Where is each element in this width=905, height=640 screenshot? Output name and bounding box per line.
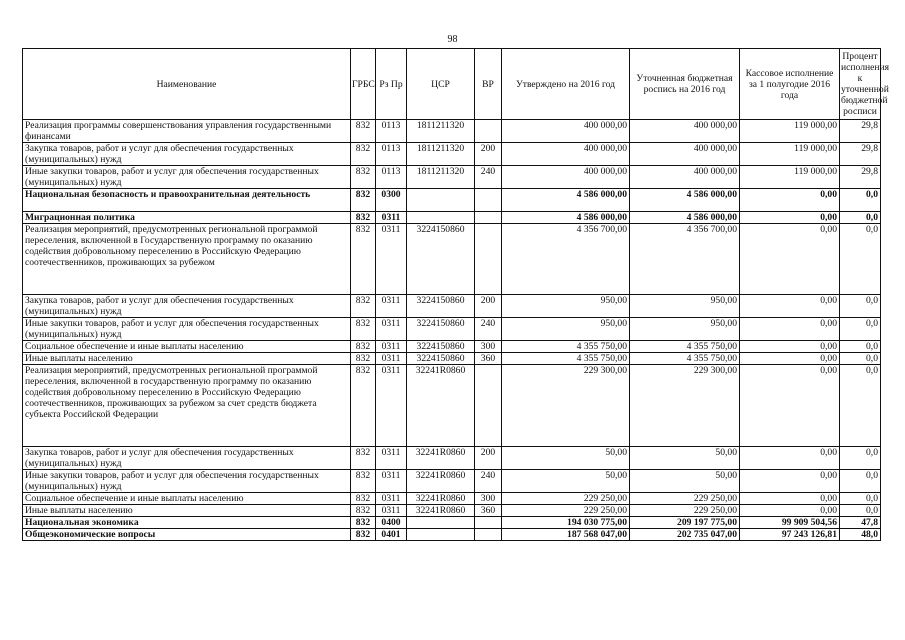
row-approved-cell: 950,00 xyxy=(502,295,630,318)
row-percent-cell: 47,8 xyxy=(840,517,881,529)
row-csr-cell xyxy=(407,529,475,541)
row-approved-cell: 229 300,00 xyxy=(502,365,630,447)
row-grbs-cell: 832 xyxy=(351,295,376,318)
row-grbs-cell: 832 xyxy=(351,517,376,529)
row-percent-cell: 0,0 xyxy=(840,189,881,212)
row-grbs-cell: 832 xyxy=(351,189,376,212)
row-cash-cell: 0,00 xyxy=(740,295,840,318)
row-percent-cell: 29,8 xyxy=(840,120,881,143)
row-cash-cell: 0,00 xyxy=(740,447,840,470)
row-approved-cell: 4 355 750,00 xyxy=(502,353,630,365)
header-specified: Уточненная бюджетная роспись на 2016 год xyxy=(630,49,740,120)
table-row xyxy=(23,517,881,529)
row-percent-cell: 0,0 xyxy=(840,365,881,447)
header-grbs: ГРБС xyxy=(351,49,376,120)
row-csr-cell: 3224150860 xyxy=(407,224,475,295)
row-csr-cell: 3224150860 xyxy=(407,318,475,341)
table-row xyxy=(23,505,881,517)
row-grbs-cell: 832 xyxy=(351,120,376,143)
header-name: Наименование xyxy=(23,49,351,120)
row-percent-cell: 48,0 xyxy=(840,529,881,541)
row-specified-cell: 400 000,00 xyxy=(630,166,740,189)
row-name-cell: Иные закупки товаров, работ и услуг для обеспечения государственных (муниципальных) нужд xyxy=(23,318,351,341)
row-grbs-cell: 832 xyxy=(351,143,376,166)
row-approved-cell: 4 355 750,00 xyxy=(502,341,630,353)
row-cash-cell: 119 000,00 xyxy=(740,120,840,143)
row-cash-cell: 97 243 126,81 xyxy=(740,529,840,541)
row-grbs-cell: 832 xyxy=(351,493,376,505)
row-name-cell: Общеэкономические вопросы xyxy=(23,529,351,541)
row-specified-cell: 229 300,00 xyxy=(630,365,740,447)
row-specified-cell: 50,00 xyxy=(630,470,740,493)
row-specified-cell: 50,00 xyxy=(630,447,740,470)
row-csr-cell: 3224150860 xyxy=(407,295,475,318)
row-rzpr-cell: 0113 xyxy=(376,120,407,143)
row-approved-cell: 187 568 047,00 xyxy=(502,529,630,541)
row-grbs-cell: 832 xyxy=(351,224,376,295)
row-percent-cell: 0,0 xyxy=(840,212,881,224)
row-vr-cell xyxy=(475,189,502,212)
row-percent-cell: 0,0 xyxy=(840,295,881,318)
row-approved-cell: 4 356 700,00 xyxy=(502,224,630,295)
row-csr-cell: 32241R0860 xyxy=(407,365,475,447)
row-name-cell: Закупка товаров, работ и услуг для обеспечения государственных (муниципальных) нужд xyxy=(23,447,351,470)
row-specified-cell: 229 250,00 xyxy=(630,493,740,505)
row-vr-cell: 240 xyxy=(475,470,502,493)
row-grbs-cell: 832 xyxy=(351,341,376,353)
row-percent-cell: 0,0 xyxy=(840,470,881,493)
row-rzpr-cell: 0311 xyxy=(376,505,407,517)
row-csr-cell: 1811211320 xyxy=(407,120,475,143)
row-specified-cell: 4 355 750,00 xyxy=(630,341,740,353)
header-rzpr: Рз Пр xyxy=(376,49,407,120)
row-rzpr-cell: 0401 xyxy=(376,529,407,541)
row-specified-cell: 4 586 000,00 xyxy=(630,212,740,224)
row-csr-cell: 32241R0860 xyxy=(407,493,475,505)
row-specified-cell: 400 000,00 xyxy=(630,143,740,166)
table-row xyxy=(23,470,881,493)
row-name-cell: Социальное обеспечение и иные выплаты населению xyxy=(23,493,351,505)
row-specified-cell: 4 356 700,00 xyxy=(630,224,740,295)
row-csr-cell: 3224150860 xyxy=(407,353,475,365)
row-grbs-cell: 832 xyxy=(351,212,376,224)
row-name-cell: Реализация программы совершенствования управления государственными финансами xyxy=(23,120,351,143)
table-row xyxy=(23,447,881,470)
row-approved-cell: 400 000,00 xyxy=(502,166,630,189)
row-specified-cell: 4 355 750,00 xyxy=(630,353,740,365)
budget-execution-table xyxy=(22,48,890,541)
row-csr-cell: 1811211320 xyxy=(407,143,475,166)
row-name-cell: Реализация мероприятий, предусмотренных региональной программой переселения, включенной в государственную программу по оказанию содействия добровольному переселению в Российскую Федерацию соотечественников, проживающих за рубежом за счет средств бюджета субъекта Российской Федерации xyxy=(23,365,351,447)
row-percent-cell: 0,0 xyxy=(840,447,881,470)
row-vr-cell: 300 xyxy=(475,341,502,353)
row-grbs-cell: 832 xyxy=(351,353,376,365)
row-specified-cell: 400 000,00 xyxy=(630,120,740,143)
row-vr-cell xyxy=(475,517,502,529)
row-cash-cell: 0,00 xyxy=(740,493,840,505)
row-name-cell: Иные выплаты населению xyxy=(23,353,351,365)
row-rzpr-cell: 0113 xyxy=(376,166,407,189)
row-vr-cell xyxy=(475,212,502,224)
row-csr-cell xyxy=(407,212,475,224)
table-row xyxy=(23,493,881,505)
row-specified-cell: 209 197 775,00 xyxy=(630,517,740,529)
row-percent-cell: 0,0 xyxy=(840,353,881,365)
header-vr: ВР xyxy=(475,49,502,120)
row-approved-cell: 50,00 xyxy=(502,470,630,493)
row-grbs-cell: 832 xyxy=(351,166,376,189)
table-row xyxy=(23,353,881,365)
row-cash-cell: 0,00 xyxy=(740,212,840,224)
table-row xyxy=(23,120,881,143)
row-csr-cell: 1811211320 xyxy=(407,166,475,189)
row-csr-cell xyxy=(407,189,475,212)
row-percent-cell: 0,0 xyxy=(840,224,881,295)
row-name-cell: Иные закупки товаров, работ и услуг для обеспечения государственных (муниципальных) нужд xyxy=(23,470,351,493)
table-row xyxy=(23,295,881,318)
table-body xyxy=(23,120,881,541)
row-approved-cell: 400 000,00 xyxy=(502,143,630,166)
row-cash-cell: 0,00 xyxy=(740,365,840,447)
table-row xyxy=(23,365,881,447)
row-approved-cell: 950,00 xyxy=(502,318,630,341)
row-name-cell: Социальное обеспечение и иные выплаты населению xyxy=(23,341,351,353)
row-vr-cell xyxy=(475,529,502,541)
row-vr-cell xyxy=(475,365,502,447)
row-cash-cell: 0,00 xyxy=(740,470,840,493)
header-csr: ЦСР xyxy=(407,49,475,120)
row-specified-cell: 950,00 xyxy=(630,318,740,341)
row-name-cell: Национальная экономика xyxy=(23,517,351,529)
row-csr-cell: 32241R0860 xyxy=(407,470,475,493)
row-rzpr-cell: 0311 xyxy=(376,224,407,295)
row-csr-cell: 32241R0860 xyxy=(407,447,475,470)
row-percent-cell: 29,8 xyxy=(840,166,881,189)
row-vr-cell: 200 xyxy=(475,295,502,318)
table-row xyxy=(23,166,881,189)
row-rzpr-cell: 0311 xyxy=(376,447,407,470)
row-name-cell: Иные закупки товаров, работ и услуг для обеспечения государственных (муниципальных) нужд xyxy=(23,166,351,189)
row-cash-cell: 0,00 xyxy=(740,224,840,295)
header-percent: Процент исполнения к уточненной бюджетной росписи xyxy=(840,49,881,120)
page-number: 98 xyxy=(447,34,458,45)
row-vr-cell: 360 xyxy=(475,505,502,517)
row-vr-cell: 200 xyxy=(475,143,502,166)
row-name-cell: Закупка товаров, работ и услуг для обеспечения государственных (муниципальных) нужд xyxy=(23,143,351,166)
table-row xyxy=(23,341,881,353)
row-vr-cell: 360 xyxy=(475,353,502,365)
table-row xyxy=(23,318,881,341)
row-grbs-cell: 832 xyxy=(351,318,376,341)
row-percent-cell: 0,0 xyxy=(840,318,881,341)
row-grbs-cell: 832 xyxy=(351,505,376,517)
row-csr-cell: 32241R0860 xyxy=(407,505,475,517)
row-approved-cell: 229 250,00 xyxy=(502,493,630,505)
header-cash-execution: Кассовое исполнение за 1 полугодие 2016 года xyxy=(740,49,840,120)
row-specified-cell: 4 586 000,00 xyxy=(630,189,740,212)
row-csr-cell xyxy=(407,517,475,529)
row-cash-cell: 0,00 xyxy=(740,505,840,517)
row-rzpr-cell: 0300 xyxy=(376,189,407,212)
row-rzpr-cell: 0113 xyxy=(376,143,407,166)
row-specified-cell: 229 250,00 xyxy=(630,505,740,517)
row-specified-cell: 202 735 047,00 xyxy=(630,529,740,541)
row-vr-cell: 240 xyxy=(475,318,502,341)
row-grbs-cell: 832 xyxy=(351,365,376,447)
row-name-cell: Иные выплаты населению xyxy=(23,505,351,517)
row-rzpr-cell: 0311 xyxy=(376,493,407,505)
row-grbs-cell: 832 xyxy=(351,470,376,493)
row-cash-cell: 99 909 504,56 xyxy=(740,517,840,529)
row-rzpr-cell: 0311 xyxy=(376,212,407,224)
row-name-cell: Миграционная политика xyxy=(23,212,351,224)
row-rzpr-cell: 0311 xyxy=(376,318,407,341)
row-cash-cell: 119 000,00 xyxy=(740,166,840,189)
row-vr-cell: 300 xyxy=(475,493,502,505)
row-cash-cell: 0,00 xyxy=(740,353,840,365)
row-cash-cell: 0,00 xyxy=(740,318,840,341)
row-cash-cell: 0,00 xyxy=(740,341,840,353)
row-name-cell: Реализация мероприятий, предусмотренных региональной программой переселения, включенной в Государственную программу по оказанию содействия добровольному переселению в Российскую Федерацию соотечественников, проживающих за рубежом xyxy=(23,224,351,295)
row-vr-cell: 240 xyxy=(475,166,502,189)
row-percent-cell: 0,0 xyxy=(840,493,881,505)
row-vr-cell xyxy=(475,224,502,295)
row-percent-cell: 0,0 xyxy=(840,341,881,353)
row-rzpr-cell: 0400 xyxy=(376,517,407,529)
row-approved-cell: 229 250,00 xyxy=(502,505,630,517)
row-rzpr-cell: 0311 xyxy=(376,295,407,318)
row-approved-cell: 400 000,00 xyxy=(502,120,630,143)
table-header-row xyxy=(23,49,881,120)
table-row xyxy=(23,212,881,224)
row-rzpr-cell: 0311 xyxy=(376,353,407,365)
row-grbs-cell: 832 xyxy=(351,529,376,541)
row-name-cell: Закупка товаров, работ и услуг для обеспечения государственных (муниципальных) нужд xyxy=(23,295,351,318)
row-approved-cell: 194 030 775,00 xyxy=(502,517,630,529)
table-row xyxy=(23,224,881,295)
row-cash-cell: 0,00 xyxy=(740,189,840,212)
row-cash-cell: 119 000,00 xyxy=(740,143,840,166)
row-approved-cell: 4 586 000,00 xyxy=(502,212,630,224)
row-grbs-cell: 832 xyxy=(351,447,376,470)
row-specified-cell: 950,00 xyxy=(630,295,740,318)
header-approved: Утверждено на 2016 год xyxy=(502,49,630,120)
row-name-cell: Национальная безопасность и правоохранительная деятельность xyxy=(23,189,351,212)
row-percent-cell: 0,0 xyxy=(840,505,881,517)
row-csr-cell: 3224150860 xyxy=(407,341,475,353)
row-vr-cell: 200 xyxy=(475,447,502,470)
table-row xyxy=(23,189,881,212)
row-percent-cell: 29,8 xyxy=(840,143,881,166)
row-rzpr-cell: 0311 xyxy=(376,365,407,447)
row-vr-cell xyxy=(475,120,502,143)
row-rzpr-cell: 0311 xyxy=(376,341,407,353)
row-approved-cell: 50,00 xyxy=(502,447,630,470)
row-rzpr-cell: 0311 xyxy=(376,470,407,493)
table-row xyxy=(23,529,881,541)
table-row xyxy=(23,143,881,166)
row-approved-cell: 4 586 000,00 xyxy=(502,189,630,212)
